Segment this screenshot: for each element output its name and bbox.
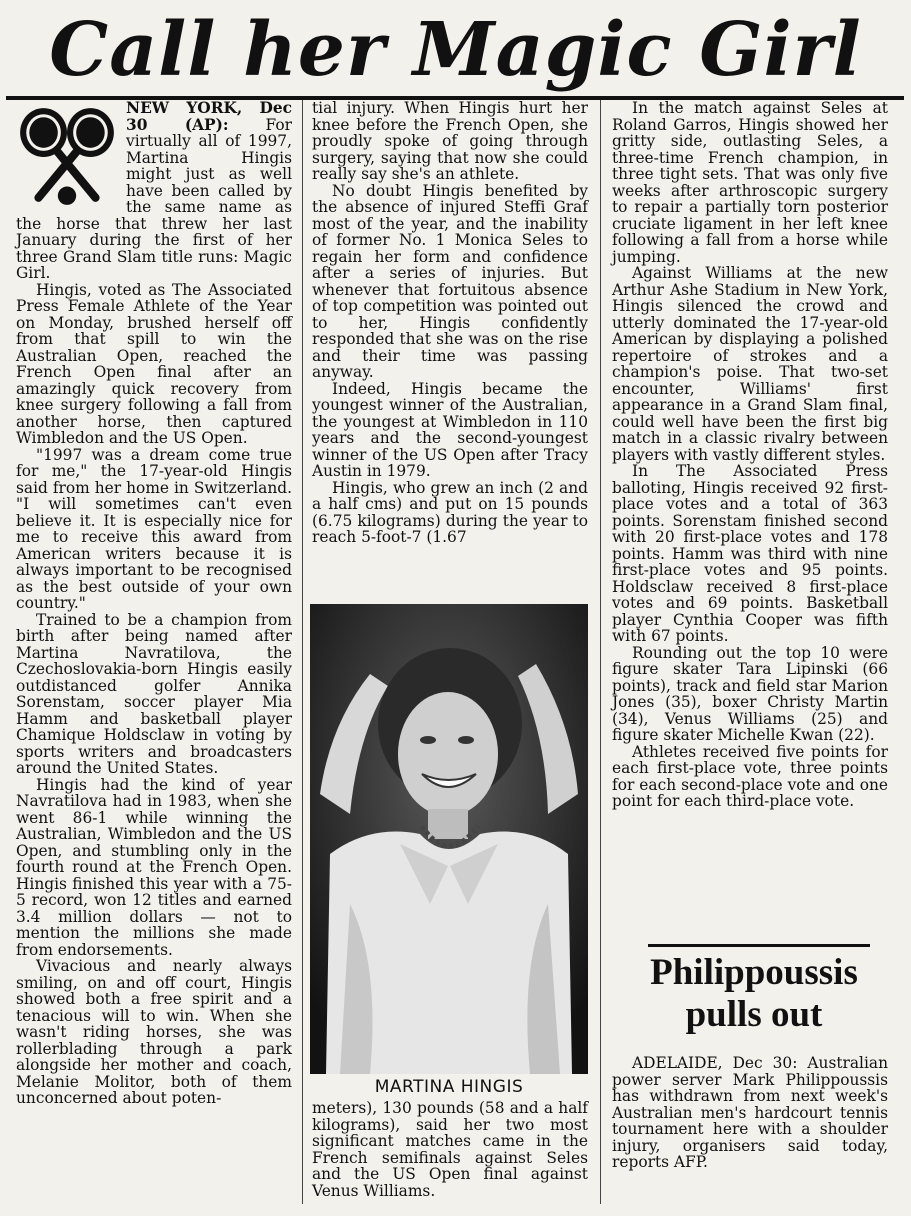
- paragraph: Against Williams at the new Arthur Ashe Stadium in New York, Hingis silenced the crowd and utterly dominated the 17-year-old American by displaying a polished repertoire of strokes and a champion's poise. That two-set encounter, Williams' first appearance in a Grand Slam final, could well have been the first big match in a classic rivalry between players with vastly different styles.: [612, 264, 888, 464]
- paragraph: Hingis had the kind of year Navratilova had in 1983, when she went 86-1 while winning the Australian, Wimbledon and the US Open, and stumbling only in the fourth round at the French Open. Hingis finished this year with a 75-5 record, won 12 titles and earned 3.4 million dollars — not to mention the millions she made from endorsements.: [16, 775, 292, 959]
- paragraph: No doubt Hingis benefited by the absence of injured Steffi Graf most of the year, and the inability of former No. 1 Monica Seles to regain her form and confidence after a series of injuries. But whenever that fortuitous absence of top competition was pointed out to her, Hingis confidently responded that she was on the rise and their time was passing anyway.: [312, 181, 588, 381]
- paragraph: tial injury. When Hingis hurt her knee before the French Open, she proudly spoke of going through surgery, saying that now she could really say she's an athlete.: [312, 99, 588, 183]
- column-divider: [600, 100, 601, 1204]
- paragraph: Hingis, who grew an inch (2 and a half cms) and put on 15 pounds (6.75 kilograms) during the year to reach 5-foot-7 (1.67: [312, 478, 588, 546]
- paragraph: Indeed, Hingis became the youngest winner of the Australian, the youngest at Wimbledon in 110 years and the second-youngest winner of the US Open after Tracy Austin in 1979.: [312, 379, 588, 480]
- hingis-photo: [310, 604, 588, 1074]
- paragraph: Rounding out the top 10 were figure skater Tara Lipinski (66 points), track and field star Marion Jones (35), boxer Christy Martin (34), Venus Williams (25) and figure skater Michelle Kwan (22).: [612, 643, 888, 744]
- paragraph: "1997 was a dream come true for me," the 17-year-old Hingis said from her home in Switzerland. "I will sometimes can't even believe it. It is especially nice for me to receive this award from American writers because it is always important to be recognised as the best outside of your own country.": [16, 445, 292, 612]
- paragraph: Trained to be a champion from birth after being named after Martina Navratilova, the Czechoslovakia-born Hingis easily outdistanced golfer Annika Sorenstam, soccer player Mia Hamm and basketball player Chamique Holdsclaw in voting by sports writers and broadcasters around the United States.: [16, 610, 292, 777]
- paragraph: In The Associated Press balloting, Hingis received 92 first-place votes and a total of 363 points. Sorenstam finished second with 20 first-place votes and 178 points. Hamm was third with nine first-place votes and 95 points. Holdsclaw received 8 first-place votes and 69 points. Basketball player Cynthia Cooper was fifth with 67 points.: [612, 462, 888, 645]
- paragraph: ADELAIDE, Dec 30: Australian power server Mark Philippoussis has withdrawn from next week's Australian men's hardcourt tennis tournament here with a shoulder injury, organisers said today, reports AFP.: [612, 1054, 888, 1171]
- column-divider: [302, 100, 303, 1204]
- story-divider: [648, 944, 870, 947]
- brief-article: [612, 1055, 888, 1171]
- article-column-1: [16, 100, 292, 1107]
- paragraph: Athletes received five points for each first-place vote, three points for each second-place vote and one point for each third-place vote.: [612, 742, 888, 810]
- paragraph: For virtually all of 1997, Martina Hingis might just as well have been called by the same name as the horse that threw her last January during the first of her three Grand Slam title runs: Magic Girl.: [16, 115, 292, 282]
- headline: Call her Magic Girl: [49, 7, 862, 93]
- dateline: NEW YORK, Dec 30 (AP):: [126, 99, 292, 134]
- paragraph: Vivacious and nearly always smiling, on and off court, Hingis showed both a free spirit and a tenacious will to win. When she wasn't riding horses, she was rollerblading through a park alongside her mother and coach, Melanie Molitor, both of them unconcerned about poten-: [16, 957, 292, 1107]
- tennis-rackets-icon: [16, 104, 118, 210]
- paragraph: Hingis, voted as The Associated Press Female Athlete of the Year on Monday, brushed herself off from that spill to win the Australian Open, reached the French Open final after an amazingly quick recovery from knee surgery following a fall from another horse, then captured Wimbledon and the US Open.: [16, 280, 292, 447]
- paragraph: In the match against Seles at Roland Garros, Hingis showed her gritty side, outlasting Seles, a three-time French champion, in three tight sets. That was only five weeks after arthroscopic surgery to repair a partially torn posterior cruciate ligament in her left knee following a fall from a horse while jumping.: [612, 99, 888, 266]
- article-column-3: [612, 100, 888, 810]
- article-column-2-continued: [312, 1100, 588, 1199]
- paragraph: meters), 130 pounds (58 and a half kilograms), said her two most significant matches came in the French semifinals against Seles and the US Open final against Venus Williams.: [312, 1099, 588, 1200]
- photo-caption: MARTINA HINGIS: [374, 1077, 524, 1097]
- sub-headline: Philippoussis pulls out: [650, 952, 858, 1035]
- article-column-2: [312, 100, 588, 546]
